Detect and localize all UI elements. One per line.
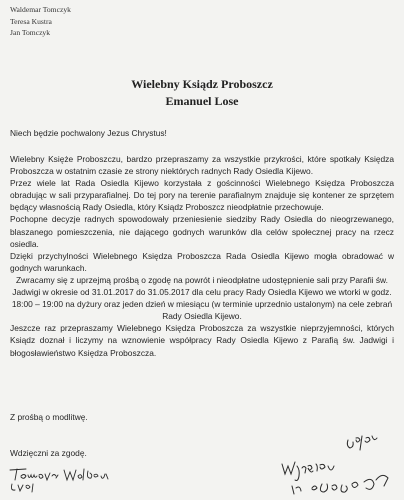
body-paragraph: Zwracamy się z uprzejmą prośbą o zgodę na powrót i nieodpłatne udostępnienie sali przy Parafii św. Jadwigi w okresie od 31.01.2017 do 31.05.2017 dla celu pracy Rady Osiedla Kijewo we wtorki w godz. 18:00 – 19:00 na dyżury oraz jeden dzień w miesiącu (w terminie uprzednio ustalonym) na cele zebrań Rady Osiedla Kijewo. — [11, 274, 393, 322]
sender-name: Waldemar Tomczyk — [10, 5, 71, 14]
sender-list — [10, 4, 71, 39]
body-paragraph: Pochopne decyzje radnych spowodowały przeniesienie siedziby Rady Osiedla do nieogrzewanego, blaszanego pomieszczenia, nie dającego godnych warunków dla celów społecznej pracy na rzecz osiedla. — [10, 214, 394, 249]
body-paragraph: Jeszcze raz przepraszamy Wielebnego Księdza Proboszcza za wszystkie nieprzyjemności, których Ksiądz doznał i liczymy na wznowienie współpracy Rady Osiedla Kijewo z Parafią św. Jadwigi i błogosławieństwo Księdza Proboszcza. — [10, 323, 394, 358]
sender-name: Jan Tomczyk — [10, 28, 51, 37]
approval-signature — [252, 428, 400, 496]
closing-line: Z prośbą o modlitwę. — [10, 412, 88, 422]
addressee-name: Emanuel Lose — [165, 94, 239, 108]
sender-signature — [6, 464, 116, 494]
thanks-line: Wdzięczni za zgodę. — [10, 448, 87, 458]
body-paragraph: Przez wiele lat Rada Osiedla Kijewo korzystała z gościnności Wielebnego Księdza Proboszcza obradując w sali przyparafialnej. Do tej pory na terenie parafialnym znajduje się kontener ze sprzętem będący własnością Rady Osiedla, który Ksiądz Proboszcz nieodpłatnie przechowuje. — [10, 178, 394, 213]
body-paragraph: Wielebny Księże Proboszczu, bardzo przepraszamy za wszystkie przykrości, które spotkały Księdza Proboszcza w ostatnim czasie ze strony niektórych radnych Rady Osiedla Kijewo. — [10, 154, 394, 177]
greeting: Niech będzie pochwalony Jezus Chrystus! — [10, 128, 167, 138]
addressee-title: Wielebny Ksiądz Proboszcz — [131, 77, 273, 91]
sender-name: Teresa Kustra — [10, 16, 52, 26]
letter-body — [10, 153, 394, 359]
body-paragraph: Dzięki przychylności Wielebnego Księdza Proboszcza Rada Osiedla Kijewo mogła obradować w godnych warunkach. — [10, 250, 394, 273]
